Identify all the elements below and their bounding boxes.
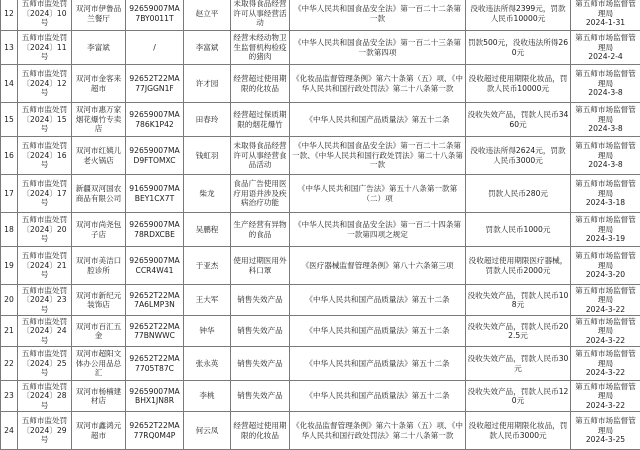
penalty-result: 没收违法所得2399元，罚款人民币10000元 <box>466 0 571 31</box>
penalty-date: 2024-3-22 <box>586 336 625 345</box>
authority-and-date <box>571 347 640 381</box>
legal-basis: 《化妆品监督管理条例》第六十条第（五）项、《中华人民共和国行政处罚法》第二十八条第一款 <box>290 65 466 103</box>
party-name: 新疆双河国农商品有限公司 <box>72 175 126 213</box>
penalty-result: 没收违法所得2624元，罚款人民币3000元 <box>466 137 571 175</box>
authority: 第五师市场监督管理局 <box>575 0 636 18</box>
legal-representative: 田春玲 <box>184 103 231 137</box>
penalty-result: 没收失效产品，罚款人民币30元 <box>466 347 571 381</box>
authority-and-date <box>571 137 640 175</box>
violation: 未取得食品经营许可从事经营食品活动 <box>231 137 290 175</box>
authority-and-date <box>571 31 640 65</box>
penalty-date: 2024-1-31 <box>586 18 625 27</box>
legal-representative: 何云凤 <box>184 412 231 450</box>
legal-basis: 《中华人民共和国产品质量法》第五十二条 <box>290 285 466 316</box>
credit-code: 92659007MA786K1P42 <box>126 103 184 137</box>
authority-and-date <box>571 65 640 103</box>
penalty-result: 罚款人民币1000元 <box>466 213 571 247</box>
decision-number: 五师市监处罚〔2024〕28号 <box>18 381 72 412</box>
authority: 第五师市场监督管理局 <box>575 349 636 368</box>
penalty-date: 2024-3-19 <box>586 234 625 243</box>
credit-code: / <box>126 31 184 65</box>
violation: 经营超过使用期限的化妆品 <box>231 412 290 450</box>
penalty-result: 没收失效产品，罚款人民币108元 <box>466 285 571 316</box>
table-row <box>1 412 640 450</box>
penalty-date: 2024-3-22 <box>586 305 625 314</box>
penalty-date: 2024-3-20 <box>586 270 625 279</box>
decision-number: 五师市监处罚〔2024〕21号 <box>18 247 72 285</box>
row-number: 22 <box>1 347 18 381</box>
legal-basis: 《中华人民共和国食品安全法》第一百二十二条第一款 <box>290 0 466 31</box>
penalty-result: 没收超过使用期限化妆品，罚款人民币3000元 <box>466 412 571 450</box>
violation: 经营超过保质期限的烟花爆竹 <box>231 103 290 137</box>
violation: 经营未经动物卫生监督机构检疫的猪肉 <box>231 31 290 65</box>
authority: 第五师市场监督管理局 <box>575 286 636 305</box>
decision-number: 五师市监处罚〔2024〕15号 <box>18 103 72 137</box>
authority: 第五师市场监督管理局 <box>575 317 636 336</box>
credit-code: 92652T22MA7A6LMP3N <box>126 285 184 316</box>
table-row <box>1 247 640 285</box>
penalty-result: 没收失效产品，罚款人民币3460元 <box>466 103 571 137</box>
decision-number: 五师市监处罚〔2024〕16号 <box>18 137 72 175</box>
row-number: 12 <box>1 0 18 31</box>
legal-representative: 钟华 <box>184 316 231 347</box>
decision-number: 五师市监处罚〔2024〕11号 <box>18 31 72 65</box>
legal-representative: 许才园 <box>184 65 231 103</box>
credit-code: 91659007MABEY1CX7T <box>126 175 184 213</box>
legal-basis: 《中华人民共和国食品安全法》第一百二十四条第一款第四项之规定 <box>290 213 466 247</box>
penalty-date: 2024-3-18 <box>586 198 625 207</box>
credit-code: 92652T22MA77RQ0M4P <box>126 412 184 450</box>
row-number: 19 <box>1 247 18 285</box>
authority: 第五师市场监督管理局 <box>575 416 636 435</box>
penalty-date: 2024-3-25 <box>586 435 625 444</box>
penalty-date: 2024-3-22 <box>586 401 625 410</box>
authority: 第五师市场监督管理局 <box>575 215 636 234</box>
decision-number: 五师市监处罚〔2024〕12号 <box>18 65 72 103</box>
row-number: 18 <box>1 213 18 247</box>
decision-number: 五师市监处罚〔2024〕20号 <box>18 213 72 247</box>
table-row <box>1 285 640 316</box>
penalty-date: 2024-3-8 <box>588 88 622 97</box>
credit-code: 92659007MA7BY0011T <box>126 0 184 31</box>
legal-basis: 《中华人民共和国产品质量法》第五十二条 <box>290 103 466 137</box>
table-row <box>1 103 640 137</box>
violation: 生产经营有异物的食品 <box>231 213 290 247</box>
penalty-date: 2024-3-22 <box>586 368 625 377</box>
party-name: 双河市新纪元装饰店 <box>72 285 126 316</box>
credit-code: 92652T22MA77JGGN1F <box>126 65 184 103</box>
authority-and-date <box>571 316 640 347</box>
row-number: 13 <box>1 31 18 65</box>
penalty-result: 罚款500元，没收违法所得260元 <box>466 31 571 65</box>
authority: 第五师市场监督管理局 <box>575 179 636 198</box>
decision-number: 五师市监处罚〔2024〕25号 <box>18 347 72 381</box>
violation: 销售失效产品 <box>231 381 290 412</box>
legal-representative: 王大军 <box>184 285 231 316</box>
row-number: 16 <box>1 137 18 175</box>
credit-code: 92652T22MA77BNWWC <box>126 316 184 347</box>
authority-and-date <box>571 285 640 316</box>
party-name: 双河市百汇五金 <box>72 316 126 347</box>
table-row <box>1 213 640 247</box>
penalty-result: 罚款人民币280元 <box>466 175 571 213</box>
party-name: 双河市杨楠建材店 <box>72 381 126 412</box>
table-row <box>1 0 640 31</box>
penalty-result: 没收失效产品，罚款人民币202.5元 <box>466 316 571 347</box>
penalty-date: 2024-3-8 <box>588 160 622 169</box>
party-name: 双河市金客来超市 <box>72 65 126 103</box>
decision-number: 五师市监处罚〔2024〕24号 <box>18 316 72 347</box>
row-number: 17 <box>1 175 18 213</box>
legal-representative: 李富斌 <box>184 31 231 65</box>
legal-basis: 《中华人民共和国食品安全法》第一百二十三条第一款第四项 <box>290 31 466 65</box>
party-name: 双河市超阳文体办公用品总汇 <box>72 347 126 381</box>
row-number: 24 <box>1 412 18 450</box>
decision-number: 五师市监处罚〔2024〕10号 <box>18 0 72 31</box>
table-row <box>1 65 640 103</box>
legal-basis: 《医疗器械监督管理条例》第八十六条第三项 <box>290 247 466 285</box>
penalty-date: 2024-3-8 <box>588 124 622 133</box>
authority-and-date <box>571 247 640 285</box>
violation: 使用过期医用外科口罩 <box>231 247 290 285</box>
authority-and-date <box>571 213 640 247</box>
violation: 未取得食品经营许可从事经营活动 <box>231 0 290 31</box>
row-number: 14 <box>1 65 18 103</box>
party-name: 双河市美洁口腔诊所 <box>72 247 126 285</box>
legal-basis: 《中华人民共和国食品安全法》第一百二十二条第一款、《中华人民共和国行政处罚法》第二十八条第一款 <box>290 137 466 175</box>
party-name: 双河市红姨儿老火锅店 <box>72 137 126 175</box>
legal-representative: 赵立平 <box>184 0 231 31</box>
penalty-result: 没收超过使用期限化妆品，罚款人民币10000元 <box>466 65 571 103</box>
row-number: 21 <box>1 316 18 347</box>
row-number: 23 <box>1 381 18 412</box>
violation: 销售失效产品 <box>231 285 290 316</box>
credit-code: 92659007MABHX1JN8R <box>126 381 184 412</box>
table-row <box>1 347 640 381</box>
legal-representative: 张永英 <box>184 347 231 381</box>
credit-code: 92659007MAD9FTOMXC <box>126 137 184 175</box>
credit-code: 92652T22MA7705T87C <box>126 347 184 381</box>
party-name: 双河市伊鲁品兰餐厅 <box>72 0 126 31</box>
decision-number: 五师市监处罚〔2024〕29号 <box>18 412 72 450</box>
authority-and-date <box>571 381 640 412</box>
authority: 第五师市场监督管理局 <box>575 105 636 124</box>
violation: 经营超过使用期限的化妆品 <box>231 65 290 103</box>
legal-basis: 《中华人民共和国产品质量法》第五十二条 <box>290 316 466 347</box>
violation: 销售失效产品 <box>231 347 290 381</box>
legal-basis: 《中华人民共和国广告法》第五十八条第一款第（二）项 <box>290 175 466 213</box>
table-row <box>1 31 640 65</box>
authority: 第五师市场监督管理局 <box>575 382 636 401</box>
authority: 第五师市场监督管理局 <box>575 251 636 270</box>
table-row <box>1 381 640 412</box>
authority-and-date <box>571 103 640 137</box>
credit-code: 92659007MACCR4W41 <box>126 247 184 285</box>
party-name: 双河市惠万家烟花爆竹专卖店 <box>72 103 126 137</box>
table-row <box>1 137 640 175</box>
penalty-result: 没收失效产品，罚款人民币120元 <box>466 381 571 412</box>
penalty-date: 2024-2-4 <box>588 52 622 61</box>
table-row <box>1 175 640 213</box>
credit-code: 92659007MA78RDXCBE <box>126 213 184 247</box>
penalty-result: 没收超过使用期限医疗器械，罚款人民币2000元 <box>466 247 571 285</box>
authority: 第五师市场监督管理局 <box>575 33 636 52</box>
row-number: 20 <box>1 285 18 316</box>
legal-representative: 吴鹏程 <box>184 213 231 247</box>
party-name: 双河市鑫鸿元超市 <box>72 412 126 450</box>
legal-representative: 于亚杰 <box>184 247 231 285</box>
authority: 第五师市场监督管理局 <box>575 141 636 160</box>
authority-and-date <box>571 175 640 213</box>
authority: 第五师市场监督管理局 <box>575 69 636 88</box>
violation: 食品广告使用医疗用语并涉及疾病治疗功能 <box>231 175 290 213</box>
party-name: 李富斌 <box>72 31 126 65</box>
legal-representative: 柴龙 <box>184 175 231 213</box>
legal-basis: 《化妆品监督管理条例》第六十条第（五）项、《中华人民共和国行政处罚法》第二十八条第一款 <box>290 412 466 450</box>
violation: 销售失效产品 <box>231 316 290 347</box>
table-row <box>1 316 640 347</box>
row-number: 15 <box>1 103 18 137</box>
legal-basis: 《中华人民共和国产品质量法》第五十二条 <box>290 347 466 381</box>
decision-number: 五师市监处罚〔2024〕17号 <box>18 175 72 213</box>
party-name: 双河市尚尧包子店 <box>72 213 126 247</box>
legal-basis: 《中华人民共和国产品质量法》第五十二条 <box>290 381 466 412</box>
authority-and-date <box>571 0 640 31</box>
authority-and-date <box>571 412 640 450</box>
legal-representative: 李桃 <box>184 381 231 412</box>
legal-representative: 钱虹羽 <box>184 137 231 175</box>
decision-number: 五师市监处罚〔2024〕23号 <box>18 285 72 316</box>
